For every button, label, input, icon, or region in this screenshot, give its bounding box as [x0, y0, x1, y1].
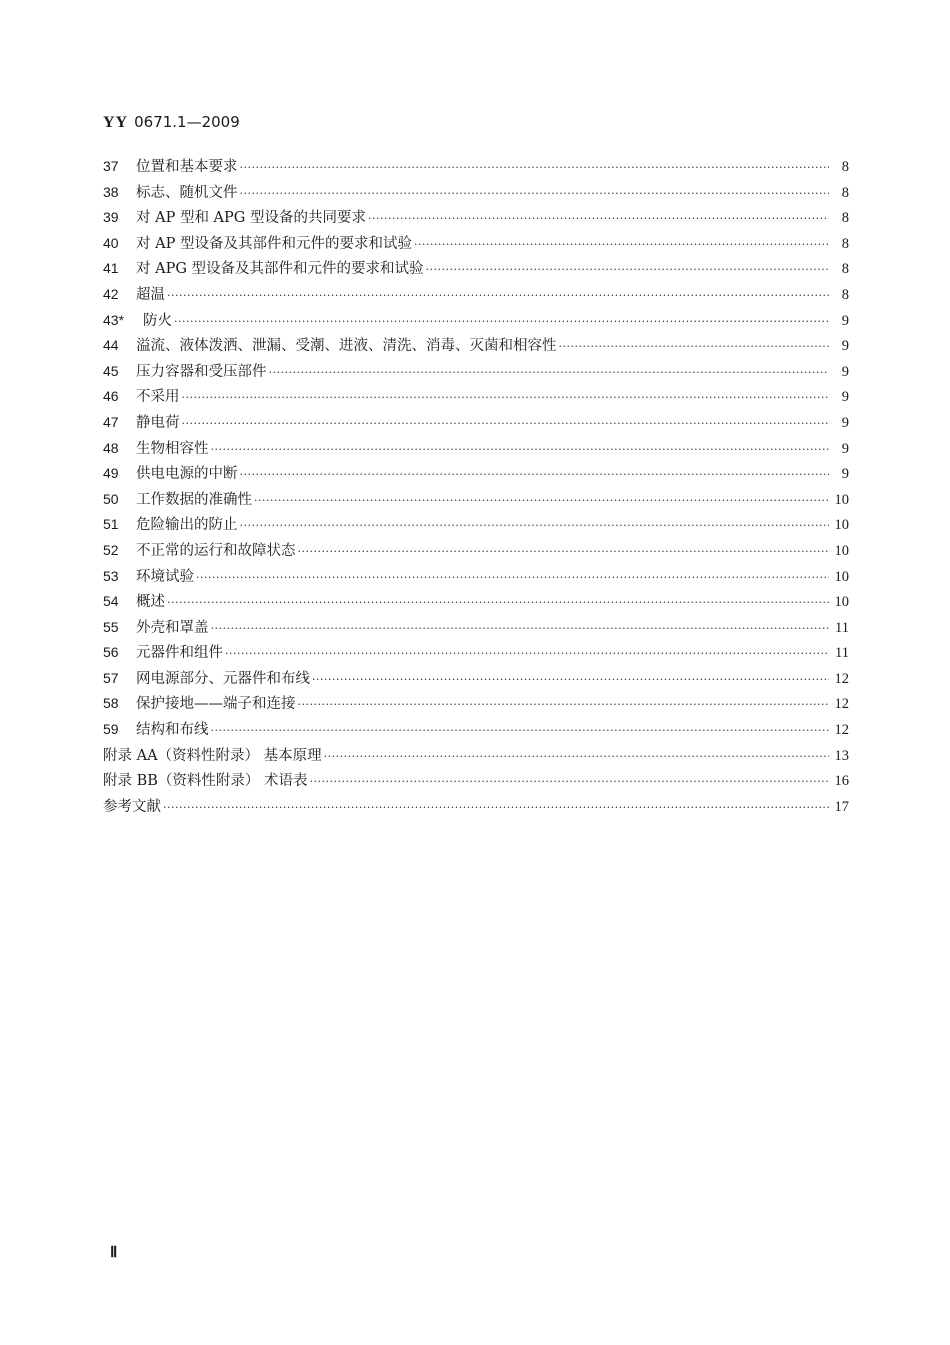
- leader-dots: [174, 315, 829, 328]
- toc-number: 41: [103, 260, 119, 277]
- leader-dots: [298, 545, 830, 558]
- toc-page: 8: [841, 235, 849, 252]
- toc-title: 结构和布线: [136, 722, 209, 739]
- toc-number: 58: [103, 695, 119, 712]
- toc-entry[interactable]: [103, 565, 849, 591]
- toc-entry[interactable]: [103, 283, 849, 309]
- leader-dots: [240, 519, 830, 532]
- toc-title: 概述: [136, 594, 165, 611]
- toc-page: 10: [834, 542, 849, 559]
- toc-number: 40: [103, 234, 119, 251]
- toc-page: 9: [841, 389, 849, 406]
- toc-title: 压力容器和受压部件: [136, 363, 267, 380]
- toc-number: 50: [103, 490, 119, 507]
- leader-dots: [426, 263, 829, 276]
- leader-dots: [211, 622, 830, 635]
- toc-page: 12: [834, 722, 849, 739]
- toc-page: 8: [841, 286, 849, 303]
- toc-entry[interactable]: [103, 360, 849, 386]
- toc-page: 10: [834, 491, 849, 508]
- leader-dots: [559, 340, 830, 353]
- toc-number: 56: [103, 644, 119, 661]
- toc-number: 42: [103, 285, 119, 302]
- toc-page: 9: [841, 440, 849, 457]
- toc-title: 附录 AA（资料性附录） 基本原理: [103, 747, 322, 764]
- toc-title: 附录 BB（资料性附录） 术语表: [103, 773, 308, 790]
- toc-entry[interactable]: [103, 616, 849, 642]
- toc-number: 47: [103, 413, 119, 430]
- toc-page: 8: [841, 159, 849, 175]
- toc-entry[interactable]: [103, 488, 849, 514]
- toc-number: 43*: [103, 311, 125, 328]
- toc-page: 13: [834, 747, 849, 764]
- leader-dots: [225, 647, 829, 660]
- leader-dots: [163, 801, 829, 814]
- toc-title: 网电源部分、元器件和布线: [136, 670, 310, 687]
- leader-dots: [211, 724, 830, 737]
- leader-dots: [167, 289, 829, 302]
- toc-entry[interactable]: [103, 641, 849, 667]
- leader-dots: [324, 750, 829, 763]
- toc-title: 不正常的运行和故障状态: [136, 542, 296, 559]
- toc-number: 44: [103, 337, 119, 354]
- toc-title: 参考文献: [103, 798, 161, 815]
- toc-page: 8: [841, 184, 849, 201]
- leader-dots: [312, 673, 829, 686]
- toc-title: 供电电源的中断: [136, 466, 238, 483]
- leader-dots: [269, 366, 830, 379]
- toc-number: 53: [103, 567, 119, 584]
- toc-entry[interactable]: [103, 309, 849, 335]
- leader-dots: [196, 571, 829, 584]
- standard-code: YY: [103, 114, 129, 131]
- toc-entry-appendix-aa[interactable]: [103, 744, 849, 770]
- toc-entry[interactable]: [103, 232, 849, 258]
- toc-title: 防火: [143, 312, 172, 329]
- toc-entry[interactable]: [103, 539, 849, 565]
- toc-page: 8: [841, 261, 849, 278]
- toc-page: 11: [835, 645, 849, 662]
- toc-page: 9: [841, 312, 849, 329]
- toc-page: 11: [835, 619, 849, 636]
- toc-title: 超温: [136, 286, 165, 303]
- toc-title: 位置和基本要求: [136, 159, 238, 175]
- toc-number: 48: [103, 439, 119, 456]
- toc-page: 16: [834, 773, 849, 790]
- toc-entry-references[interactable]: [103, 795, 849, 821]
- toc-title: 静电荷: [136, 414, 180, 431]
- toc-page: 9: [841, 414, 849, 431]
- toc-page: 10: [834, 568, 849, 585]
- document-header: [103, 113, 240, 132]
- toc-number: 45: [103, 362, 119, 379]
- leader-dots: [310, 775, 829, 788]
- toc-entry[interactable]: [103, 437, 849, 463]
- toc-title: 溢流、液体泼洒、泄漏、受潮、进液、清洗、消毒、灭菌和相容性: [136, 338, 557, 355]
- toc-title: 对 AP 型设备及其部件和元件的要求和试验: [136, 235, 412, 252]
- leader-dots: [182, 417, 830, 430]
- toc-entry[interactable]: [103, 257, 849, 283]
- leader-dots: [182, 391, 830, 404]
- toc-title: 生物相容性: [136, 440, 209, 457]
- toc-entry[interactable]: [103, 206, 849, 232]
- toc-number: 37: [103, 158, 119, 174]
- toc-number: 54: [103, 593, 119, 610]
- toc-number: 51: [103, 516, 119, 533]
- leader-dots: [211, 443, 830, 456]
- toc-title: 工作数据的准确性: [136, 491, 252, 508]
- toc-entry[interactable]: [103, 411, 849, 437]
- leader-dots: [298, 698, 830, 711]
- page-number: Ⅱ: [110, 1245, 118, 1261]
- leader-dots: [240, 187, 830, 200]
- toc-title: 环境试验: [136, 568, 194, 585]
- toc-number: 38: [103, 183, 119, 200]
- toc-entry[interactable]: [103, 692, 849, 718]
- toc-entry-appendix-bb[interactable]: [103, 769, 849, 795]
- toc-page: 12: [834, 670, 849, 687]
- toc-title: 保护接地——端子和连接: [136, 696, 296, 713]
- toc-page: 9: [841, 338, 849, 355]
- table-of-contents: [103, 155, 849, 820]
- leader-dots: [167, 596, 829, 609]
- toc-number: 46: [103, 388, 119, 405]
- toc-number: 39: [103, 209, 119, 226]
- leader-dots: [254, 494, 829, 507]
- toc-entry[interactable]: [103, 462, 849, 488]
- toc-page: 9: [841, 363, 849, 380]
- toc-number: 49: [103, 465, 119, 482]
- toc-entry[interactable]: [103, 667, 849, 693]
- toc-page: 8: [841, 210, 849, 227]
- toc-title: 标志、随机文件: [136, 184, 238, 201]
- leader-dots: [414, 238, 829, 251]
- toc-number: 55: [103, 618, 119, 635]
- toc-page: 10: [834, 517, 849, 534]
- toc-entry[interactable]: [103, 718, 849, 744]
- toc-title: 不采用: [136, 389, 180, 406]
- toc-entry[interactable]: [103, 181, 849, 207]
- leader-dots: [240, 468, 830, 481]
- toc-entry[interactable]: [103, 155, 849, 181]
- toc-title: 对 APG 型设备及其部件和元件的要求和试验: [136, 261, 424, 278]
- standard-number: 0671.1—2009: [134, 113, 240, 131]
- toc-title: 对 AP 型和 APG 型设备的共同要求: [136, 210, 366, 227]
- leader-dots: [240, 161, 830, 174]
- toc-page: 12: [834, 696, 849, 713]
- toc-number: 59: [103, 721, 119, 738]
- toc-number: 52: [103, 541, 119, 558]
- toc-page: 10: [834, 594, 849, 611]
- toc-title: 危险输出的防止: [136, 517, 238, 534]
- toc-entry[interactable]: [103, 385, 849, 411]
- toc-title: 外壳和罩盖: [136, 619, 209, 636]
- toc-entry[interactable]: [103, 513, 849, 539]
- toc-page: 17: [834, 798, 849, 815]
- toc-page: 9: [841, 466, 849, 483]
- toc-title: 元器件和组件: [136, 645, 223, 662]
- toc-number: 57: [103, 669, 119, 686]
- leader-dots: [368, 212, 829, 225]
- toc-entry[interactable]: [103, 590, 849, 616]
- toc-entry[interactable]: [103, 334, 849, 360]
